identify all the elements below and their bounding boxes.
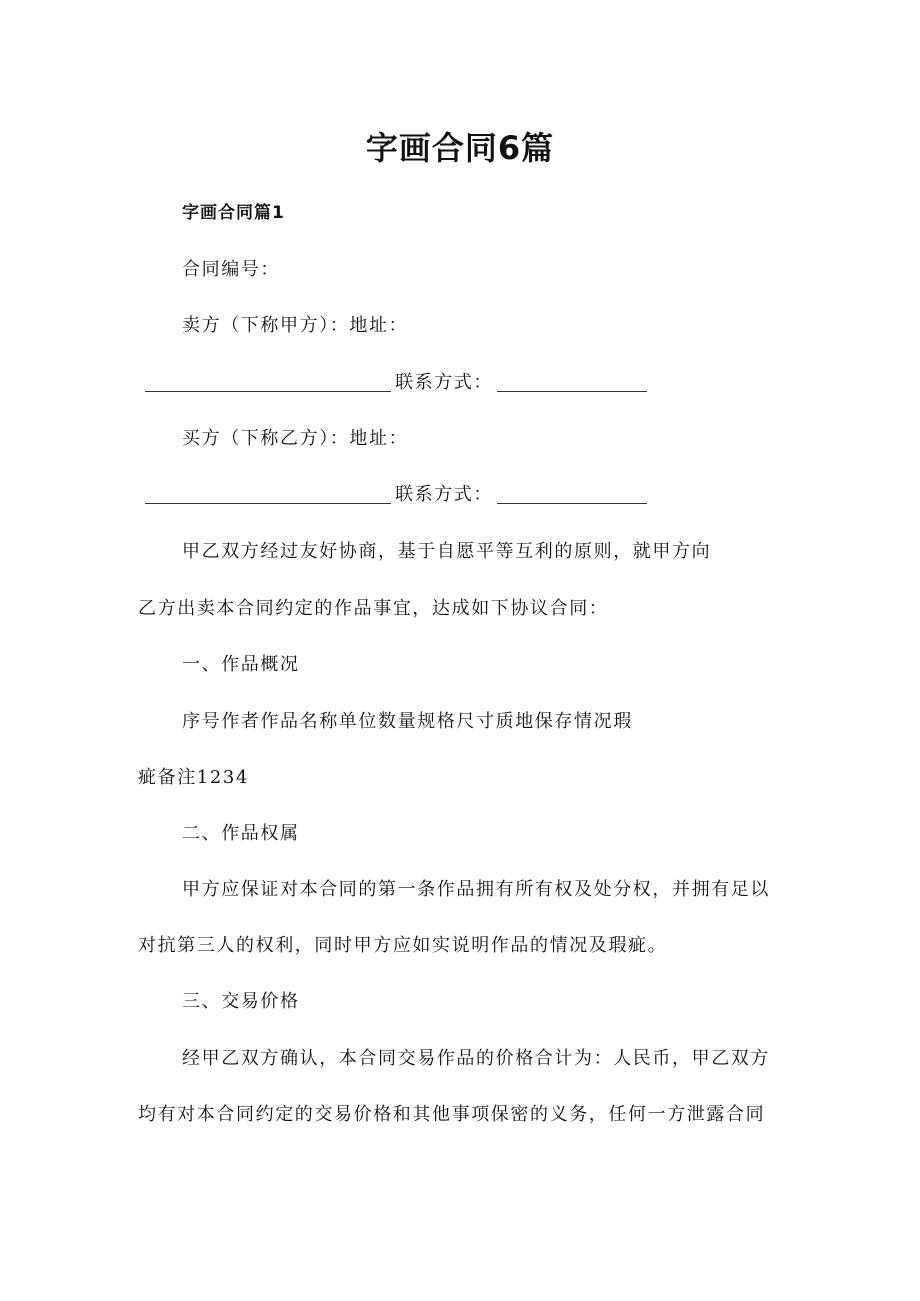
seller-label: 卖方（下称甲方）：地址： (182, 315, 409, 336)
buyer-contact-label: 联系方式： (395, 484, 493, 505)
intro-paragraph-line-2: 乙方出卖本合同约定的作品事宜，达成如下协议合同： (138, 598, 609, 619)
buyer-label: 买方（下称乙方）：地址： (182, 428, 409, 449)
clause-2-heading: 二、作品权属 (182, 823, 300, 844)
seller-contact-blank (497, 373, 647, 392)
table-header-line-2: 疵备注1234 (138, 767, 250, 788)
clause-1-heading: 一、作品概况 (182, 654, 300, 675)
buyer-contact-blank (497, 485, 647, 504)
clause-2-line-2: 对抗第三人的权利，同时甲方应如实说明作品的情况及瑕疵。 (138, 935, 668, 956)
clause-2-line-1: 甲方应保证对本合同的第一条作品拥有所有权及处分权，并拥有足以 (182, 879, 770, 900)
contract-number-label: 合同编号： (182, 259, 280, 280)
intro-paragraph-line-1: 甲乙双方经过友好协商，基于自愿平等互利的原则，就甲方向 (182, 541, 712, 562)
document-title: 字画合同6篇 (365, 129, 555, 167)
buyer-address-blank (145, 485, 391, 504)
seller-address-blank (145, 373, 391, 392)
section-heading: 字画合同篇1 (182, 203, 285, 223)
seller-contact-label: 联系方式： (395, 372, 493, 393)
clause-3-heading: 三、交易价格 (182, 991, 300, 1012)
buyer-contact-row (145, 482, 647, 508)
table-header-line-1: 序号作者作品名称单位数量规格尺寸质地保存情况瑕 (182, 711, 633, 732)
clause-3-line-2: 均有对本合同约定的交易价格和其他事项保密的义务，任何一方泄露合同 (138, 1104, 766, 1125)
seller-contact-row (145, 370, 647, 396)
clause-3-line-1: 经甲乙双方确认，本合同交易作品的价格合计为：人民币，甲乙双方 (182, 1048, 770, 1069)
